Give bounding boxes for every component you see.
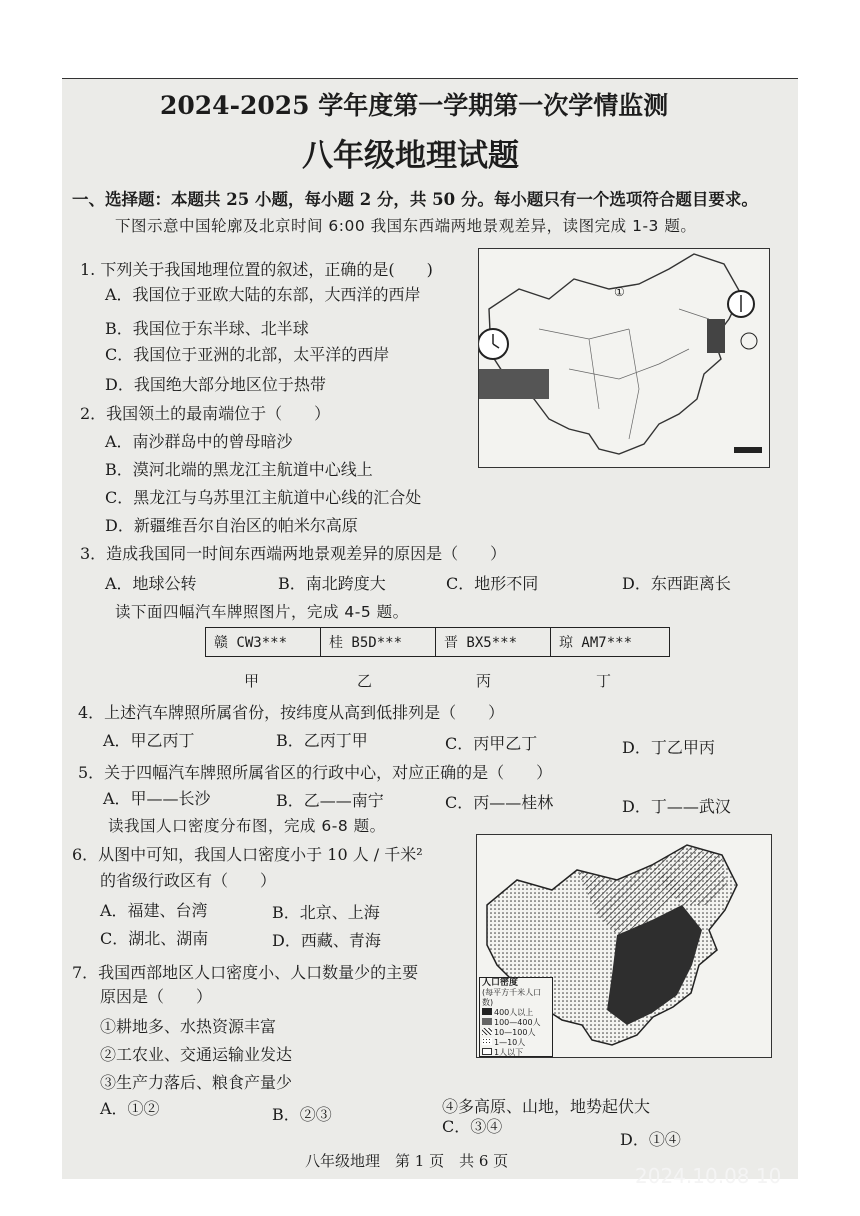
- q6-option-a: A．福建、台湾: [100, 901, 208, 920]
- map-marker-1: ①: [614, 285, 625, 299]
- q5-option-b: B．乙——南宁: [276, 791, 384, 810]
- q5-option-a: A．甲——长沙: [103, 789, 211, 808]
- question-7: 7．我国西部地区人口密度小、人口数量少的主要: [72, 963, 419, 982]
- q7-statement-3: ③生产力落后、粮食产量少: [100, 1073, 293, 1092]
- q4-option-d: D．丁乙甲丙: [622, 738, 715, 757]
- legend-item-1: 400人以上: [494, 1008, 534, 1017]
- q3-option-a: A．地球公转: [105, 574, 197, 593]
- plate-jia: 赣 CW3***: [205, 627, 321, 657]
- intro-1-3: 下图示意中国轮廓及北京时间 6:00 我国东西端两地景观差异，读图完成 1-3 题。: [115, 217, 697, 235]
- q6-option-c: C．湖北、湖南: [100, 929, 209, 948]
- q7-statement-2: ②工农业、交通运输业发达: [100, 1045, 293, 1064]
- legend-item-2: 100—400人: [494, 1018, 541, 1027]
- legend-item-3: 10—100人: [494, 1028, 536, 1037]
- question-4: 4．上述汽车牌照所属省份，按纬度从高到低排列是（ ）: [78, 703, 505, 722]
- q5-option-d: D．丁——武汉: [622, 797, 731, 816]
- question-5: 5．关于四幅汽车牌照所属省区的行政中心，对应正确的是（ ）: [78, 763, 553, 782]
- q4-option-c: C．丙甲乙丁: [445, 734, 538, 753]
- question-1: 1. 下列关于我国地理位置的叙述，正确的是( ): [80, 260, 433, 279]
- scale-bar: [734, 447, 762, 453]
- q5-option-c: C．丙——桂林: [445, 793, 554, 812]
- legend-item-4: 1—10人: [494, 1038, 526, 1047]
- q7-statement-1: ①耕地多、水热资源丰富: [100, 1017, 277, 1036]
- population-density-map: [476, 834, 772, 1058]
- q3-option-b: B．南北跨度大: [278, 574, 386, 593]
- q7-statement-4: ④多高原、山地，地势起伏大: [442, 1097, 651, 1116]
- intro-4-5: 读下面四幅汽车牌照图片，完成 4-5 题。: [115, 603, 409, 621]
- q4-option-a: A．甲乙丙丁: [103, 731, 195, 750]
- legend-unit: (每平方千米人口数): [482, 988, 542, 1007]
- question-7-line2: 原因是（ ）: [100, 987, 213, 1006]
- province-lines: [539, 309, 709, 439]
- page-footer: 八年级地理 第 1 页 共 6 页: [305, 1152, 509, 1170]
- plate-ding: 琼 AM7***: [550, 627, 670, 657]
- question-6: 6．从图中可知，我国人口密度小于 10 人 / 千米²: [72, 845, 423, 864]
- section-heading: 一、选择题：本题共 25 小题，每小题 2 分，共 50 分。每小题只有一个选项符合题目要求。: [72, 190, 758, 209]
- q7-option-b: B．②③: [272, 1105, 332, 1124]
- q2-option-a: A．南沙群岛中的曾母暗沙: [105, 432, 293, 451]
- china-outline-map: [478, 248, 770, 468]
- plate-label-bing: 丙: [476, 672, 492, 690]
- q2-option-d: D．新疆维吾尔自治区的帕米尔高原: [105, 516, 358, 535]
- q6-option-b: B．北京、上海: [272, 903, 380, 922]
- q1-option-b: B．我国位于东半球、北半球: [105, 319, 309, 338]
- plate-label-jia: 甲: [244, 672, 260, 690]
- standing-person-icon: [707, 319, 725, 353]
- question-6-line2: 的省级行政区有（ ）: [100, 871, 277, 890]
- q2-option-b: B．漠河北端的黑龙江主航道中心线上: [105, 460, 373, 479]
- q7-option-d: D．①④: [620, 1130, 681, 1149]
- china-border: [489, 254, 741, 454]
- question-2: 2．我国领土的最南端位于（ ）: [80, 404, 331, 423]
- timestamp-watermark: 2024.10.08 10: [635, 1164, 782, 1188]
- sleeping-person-icon: [479, 369, 549, 399]
- q1-option-a: A．我国位于亚欧大陆的东部，大西洋的西岸: [105, 285, 421, 304]
- plate-bing: 晋 BX5***: [435, 627, 551, 657]
- exam-title: 2024-2025 学年度第一学期第一次学情监测: [160, 91, 669, 120]
- q6-option-d: D．西藏、青海: [272, 931, 381, 950]
- exam-subtitle: 八年级地理试题: [302, 138, 519, 174]
- license-plates: [205, 627, 669, 657]
- q3-option-c: C．地形不同: [446, 574, 539, 593]
- density-legend: [479, 977, 553, 1057]
- legend-item-5: 1人以下: [494, 1048, 524, 1057]
- question-3: 3．造成我国同一时间东西端两地景观差异的原因是（ ）: [80, 544, 507, 563]
- q7-option-c: C．③④: [442, 1117, 503, 1136]
- sunrise-icon: [741, 333, 757, 349]
- intro-6-8: 读我国人口密度分布图，完成 6-8 题。: [108, 817, 386, 835]
- q4-option-b: B．乙丙丁甲: [276, 731, 368, 750]
- q3-option-d: D．东西距离长: [622, 574, 731, 593]
- plate-label-yi: 乙: [357, 672, 373, 690]
- q7-option-a: A．①②: [100, 1099, 160, 1118]
- china-outline-illustration: [479, 249, 769, 467]
- q1-option-c: C．我国位于亚洲的北部，太平洋的西岸: [105, 345, 390, 364]
- plate-yi: 桂 B5D***: [320, 627, 436, 657]
- legend-title: 人口密度: [482, 978, 519, 988]
- q2-option-c: C．黑龙江与乌苏里江主航道中心线的汇合处: [105, 488, 422, 507]
- plate-label-ding: 丁: [596, 672, 612, 690]
- q1-option-d: D．我国绝大部分地区位于热带: [105, 375, 326, 394]
